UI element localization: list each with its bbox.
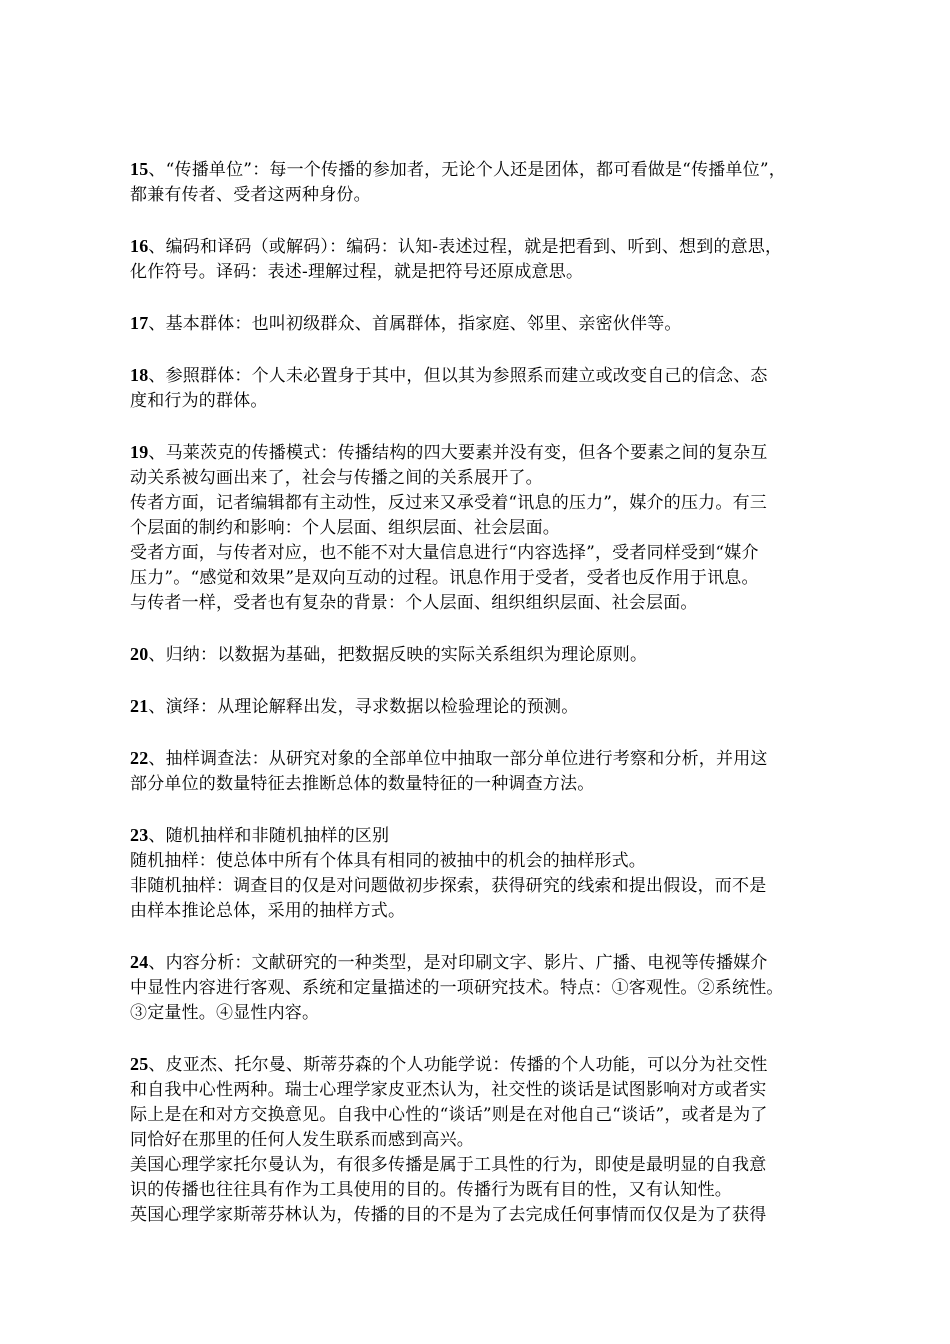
text-line: 美国心理学家托尔曼认为，有很多传播是属于工具性的行为，即使是最明显的自我意 [130,1155,767,1175]
text-line: 都兼有传者、受者这两种身份。 [130,185,371,205]
document-page [130,157,830,1254]
line-text: 、马莱茨克的传播模式：传播结构的四大要素并没有变，但各个要素之间的复杂互 [148,443,768,463]
text-line: 英国心理学家斯蒂芬林认为，传播的目的不是为了去完成任何事情而仅仅是为了获得 [130,1205,767,1225]
text-line: 中显性内容进行客观、系统和定量描述的一项研究技术。特点：①客观性。②系统性。 [130,978,784,998]
text-line: 个层面的制约和影响：个人层面、组织层面、社会层面。 [130,518,560,538]
text-line: 度和行为的群体。 [130,391,268,411]
line-text: 、编码和译码（或解码）：编码：认知-表述过程，就是把看到、听到、想到的意思， [148,237,783,257]
entry-22 [130,746,830,797]
text-line: 化作符号。译码：表述-理解过程，就是把符号还原成意思。 [130,262,584,282]
entry-21 [130,694,830,720]
text-line: 同恰好在那里的任何人发生联系而感到高兴。 [130,1130,474,1150]
entry-20 [130,642,830,668]
text-line: 传者方面，记者编辑都有主动性，反过来又承受着“讯息的压力”，媒介的压力。有三 [130,493,767,513]
line-text: 、内容分析：文献研究的一种类型，是对印刷文字、影片、广播、电视等传播媒介 [148,953,768,973]
entry-number: 22 [130,748,149,768]
entry-24 [130,950,830,1026]
text-line: 部分单位的数量特征去推断总体的数量特征的一种调查方法。 [130,774,595,794]
text-line [130,363,830,389]
text-line [130,311,830,337]
entry-18 [130,363,830,414]
text-line [130,950,830,976]
line-text: 、“传播单位”：每一个传播的参加者，无论个人还是团体，都可看做是“传播单位”， [148,160,786,180]
entry-number: 17 [130,313,149,333]
text-line: ③定量性。④显性内容。 [130,1003,320,1023]
line-text: 、归纳：以数据为基础，把数据反映的实际关系组织为理论原则。 [148,645,648,665]
entry-number: 16 [130,236,149,256]
entry-number: 23 [130,825,149,845]
line-text: 、皮亚杰、托尔曼、斯蒂芬森的个人功能学说：传播的个人功能，可以分为社交性 [148,1055,768,1075]
entry-19 [130,440,830,616]
line-text: 、基本群体：也叫初级群众、首属群体，指家庭、邻里、亲密伙伴等。 [148,314,682,334]
entry-15 [130,157,830,208]
entry-17 [130,311,830,337]
entry-number: 25 [130,1054,149,1074]
text-line: 非随机抽样：调查目的仅是对问题做初步探索，获得研究的线索和提出假设，而不是 [130,876,767,896]
entry-number: 20 [130,644,149,664]
entry-number: 15 [130,159,149,179]
text-line: 受者方面，与传者对应，也不能不对大量信息进行“内容选择”，受者同样受到“媒介 [130,543,759,563]
entry-16 [130,234,830,285]
line-text: 、参照群体：个人未必置身于其中，但以其为参照系而建立或改变自己的信念、态 [148,366,768,386]
line-text: 、随机抽样和非随机抽样的区别 [148,826,390,846]
line-text: 、演绎：从理论解释出发，寻求数据以检验理论的预测。 [148,697,579,717]
text-line [130,440,830,466]
text-line: 随机抽样：使总体中所有个体具有相同的被抽中的机会的抽样形式。 [130,851,646,871]
text-line: 动关系被勾画出来了，社会与传播之间的关系展开了。 [130,468,543,488]
text-line [130,157,830,183]
line-text: 、抽样调查法：从研究对象的全部单位中抽取一部分单位进行考察和分析，并用这 [148,749,768,769]
text-line [130,234,830,260]
entry-number: 18 [130,365,149,385]
entry-number: 24 [130,952,149,972]
text-line [130,1052,830,1078]
entry-number: 19 [130,442,149,462]
text-line [130,694,830,720]
text-line [130,823,830,849]
entry-number: 21 [130,696,149,716]
text-line [130,642,830,668]
text-line: 与传者一样，受者也有复杂的背景：个人层面、组织组织层面、社会层面。 [130,593,698,613]
entry-25 [130,1052,830,1228]
text-line: 际上是在和对方交换意见。自我中心性的“谈话”则是在对他自己“谈话”，或者是为了 [130,1105,768,1125]
text-line: 由样本推论总体，采用的抽样方式。 [130,901,406,921]
text-line [130,746,830,772]
text-line: 压力”。“感觉和效果”是双向互动的过程。讯息作用于受者，受者也反作用于讯息。 [130,568,759,588]
text-line: 识的传播也往往具有作为工具使用的目的。传播行为既有目的性，又有认知性。 [130,1180,732,1200]
entry-23 [130,823,830,924]
text-line: 和自我中心性两种。瑞士心理学家皮亚杰认为，社交性的谈话是试图影响对方或者实 [130,1080,767,1100]
